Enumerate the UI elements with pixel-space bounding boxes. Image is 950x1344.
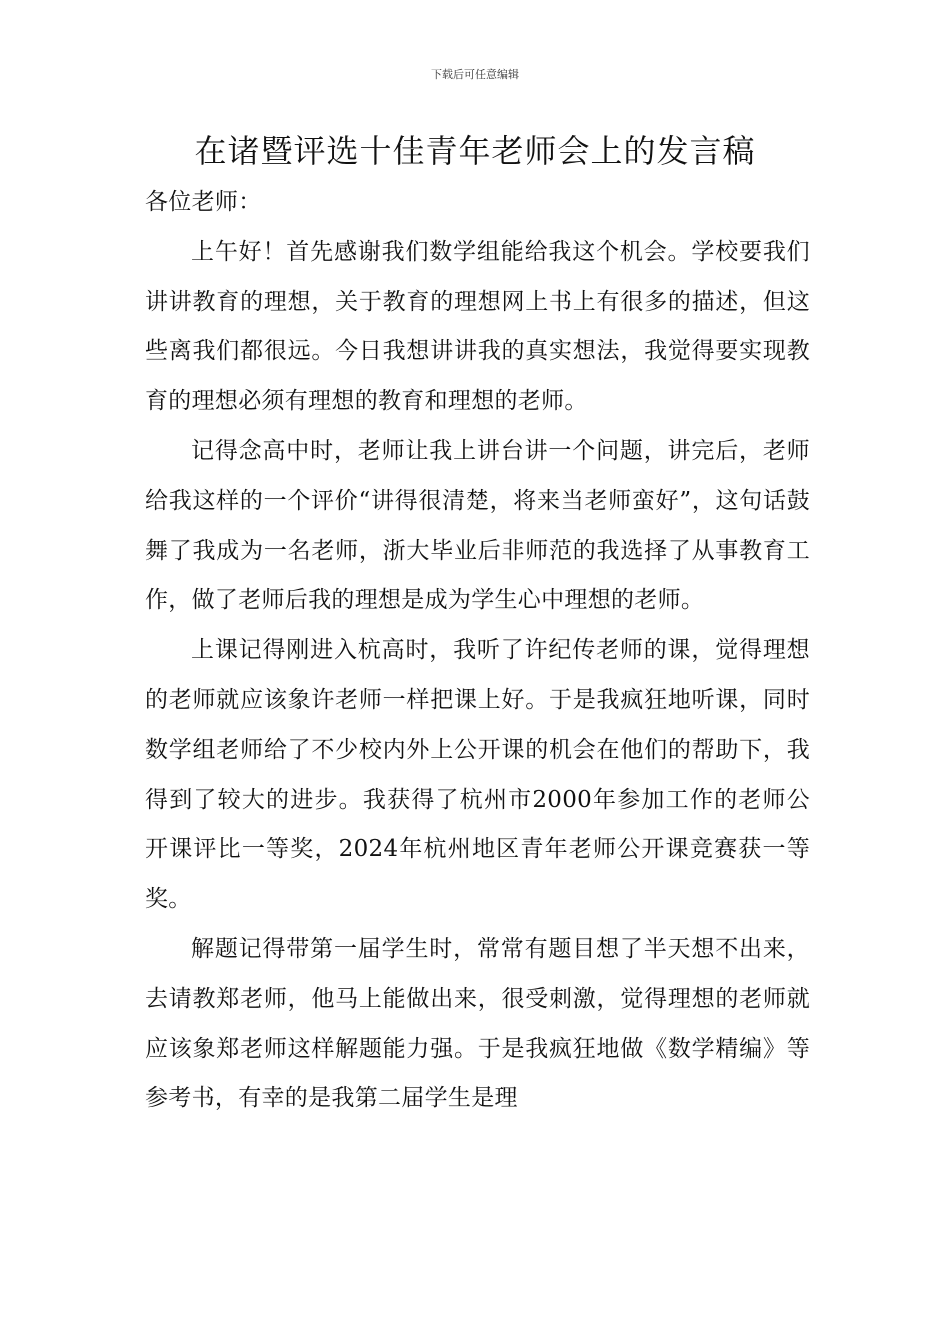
document-title: 在诸暨评选十佳青年老师会上的发言稿 <box>194 132 756 170</box>
paragraph-problem-solving: 解题记得带第一届学生时，常常有题目想了半天想不出来，去请教郑老师，他马上能做出来，很受刺激，觉得理想的老师就应该象郑老师这样解题能力强。于是我疯狂地做《数学精编》等参考书，有幸的是我第二届学生是理 <box>145 935 810 1112</box>
greeting: 各位老师： <box>145 189 262 215</box>
document-body <box>145 178 810 1124</box>
paragraph-high-school: 记得念高中时，老师让我上讲台讲一个问题，讲完后，老师给我这样的一个评价“讲得很清楚，将来当老师蛮好”，这句话鼓舞了我成为一名老师，浙大毕业后非师范的我选择了从事教育工作，做了老师后我的理想是成为学生心中理想的老师。 <box>145 437 810 614</box>
page-header-note: 下载后可任意编辑 <box>431 68 519 81</box>
paragraph-intro: 上午好！首先感谢我们数学组能给我这个机会。学校要我们讲讲教育的理想，关于教育的理想网上书上有很多的描述，但这些离我们都很远。今日我想讲讲我的真实想法，我觉得要实现教育的理想必须有理想的教育和理想的老师。 <box>145 238 810 415</box>
paragraph-teaching: 上课记得刚进入杭高时，我听了许纪传老师的课，觉得理想的老师就应该象许老师一样把课上好。于是我疯狂地听课，同时数学组老师给了不少校内外上公开课的机会在他们的帮助下，我得到了较大的进步。我获得了杭州市2000年参加工作的老师公开课评比一等奖，2024年杭州地区青年老师公开课竞赛获一等奖。 <box>145 637 810 913</box>
